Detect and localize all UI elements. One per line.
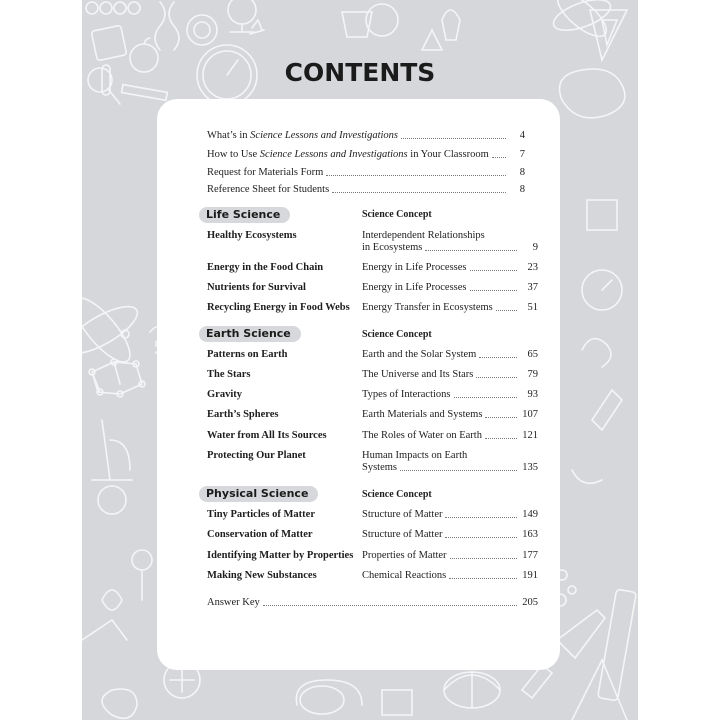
page-number: 177 [522,550,538,561]
dot-leader [479,349,517,358]
dot-leader [454,389,518,398]
science-concept-header: Science Concept [362,209,432,220]
dot-leader [263,596,517,606]
lesson-concept[interactable]: The Roles of Water on Earth 121 [362,430,538,441]
science-concept-header: Science Concept [362,329,432,340]
page-number: 107 [522,409,538,420]
lesson-title[interactable]: Nutrients for Survival [207,282,306,293]
lesson-title[interactable]: Protecting Our Planet [207,450,306,461]
dot-leader [450,550,517,559]
toc-entry-intro[interactable] [207,129,525,142]
lesson-concept[interactable]: Properties of Matter 177 [362,550,538,561]
section-label-life-science: Life Science [199,207,290,223]
toc-entry-materials-form[interactable] [207,166,525,179]
dot-leader [425,242,517,251]
page-number: 149 [522,509,538,520]
lesson-concept[interactable]: The Universe and Its Stars 79 [362,369,538,380]
lesson-title[interactable]: Conservation of Matter [207,529,313,540]
page-number: 9 [532,242,538,253]
lesson-title[interactable]: Water from All Its Sources [207,430,327,441]
dot-leader [470,282,518,291]
page-title: CONTENTS [284,58,436,87]
page-number: 205 [522,597,538,608]
page-number: 65 [527,349,538,360]
lesson-title[interactable]: Energy in the Food Chain [207,262,324,273]
dot-leader [492,148,506,158]
toc-entry-answer-key[interactable] [207,596,538,609]
lesson-title[interactable]: Patterns on Earth [207,349,288,360]
science-concept-header: Science Concept [362,489,432,500]
lesson-concept[interactable]: Earth Materials and Systems 107 [362,409,538,420]
lesson-concept[interactable]: Structure of Matter 149 [362,509,538,520]
section-label-physical-science: Physical Science [199,486,318,502]
page-number: 93 [527,389,538,400]
dot-leader [470,262,518,271]
section-label-earth-science: Earth Science [199,326,301,342]
dot-leader [445,509,517,518]
lesson-title[interactable]: The Stars [207,369,251,380]
lesson-title[interactable]: Earth’s Spheres [207,409,279,420]
page-number: 121 [522,430,538,441]
lesson-concept[interactable]: Types of Interactions 93 [362,389,538,400]
dot-leader [400,462,517,471]
lesson-title[interactable]: Healthy Ecosystems [207,230,297,241]
lesson-concept[interactable]: Structure of Matter 163 [362,529,538,540]
lesson-concept[interactable]: Chemical Reactions 191 [362,570,538,581]
dot-leader [326,166,506,176]
dot-leader [476,369,517,378]
page-number: 163 [522,529,538,540]
dot-leader [332,183,506,193]
dot-leader [496,302,517,311]
entry-label: Answer Key [207,597,260,608]
lesson-title[interactable]: Tiny Particles of Matter [207,509,315,520]
lesson-title[interactable]: Recycling Energy in Food Webs [207,302,350,313]
page-number: 191 [522,570,538,581]
entry-label: What’s in Science Lessons and Investigations [207,130,399,141]
lesson-concept[interactable]: Interdependent Relationships in Ecosystems 9 [362,230,538,253]
dot-leader [449,570,517,579]
toc-entry-how-to-use[interactable] [207,148,525,161]
entry-label: Request for Materials Form [207,167,324,178]
page-number: 8 [519,167,525,178]
page-number: 79 [527,369,538,380]
lesson-concept[interactable]: Energy Transfer in Ecosystems 51 [362,302,538,313]
lesson-title[interactable]: Gravity [207,389,242,400]
page-number: 7 [519,149,525,160]
lesson-concept[interactable]: Energy in Life Processes 37 [362,282,538,293]
page-number: 135 [522,462,538,473]
lesson-concept[interactable]: Human Impacts on Earth Systems 135 [362,450,538,473]
lesson-concept[interactable]: Energy in Life Processes 23 [362,262,538,273]
page-number: 23 [527,262,538,273]
dot-leader [485,409,517,418]
page-number: 8 [519,184,525,195]
page-number: 51 [527,302,538,313]
entry-label: How to Use Science Lessons and Investigations in Your Classroom [207,149,489,160]
page-number: 37 [527,282,538,293]
toc-entry-reference-sheet[interactable] [207,183,525,196]
entry-label: Reference Sheet for Students [207,184,330,195]
lesson-concept[interactable]: Earth and the Solar System 65 [362,349,538,360]
page-number: 4 [519,130,525,141]
lesson-title[interactable]: Making New Substances [207,570,317,581]
dot-leader [485,430,517,439]
dot-leader [401,129,506,139]
dot-leader [445,529,517,538]
lesson-title[interactable]: Identifying Matter by Properties [207,550,354,561]
